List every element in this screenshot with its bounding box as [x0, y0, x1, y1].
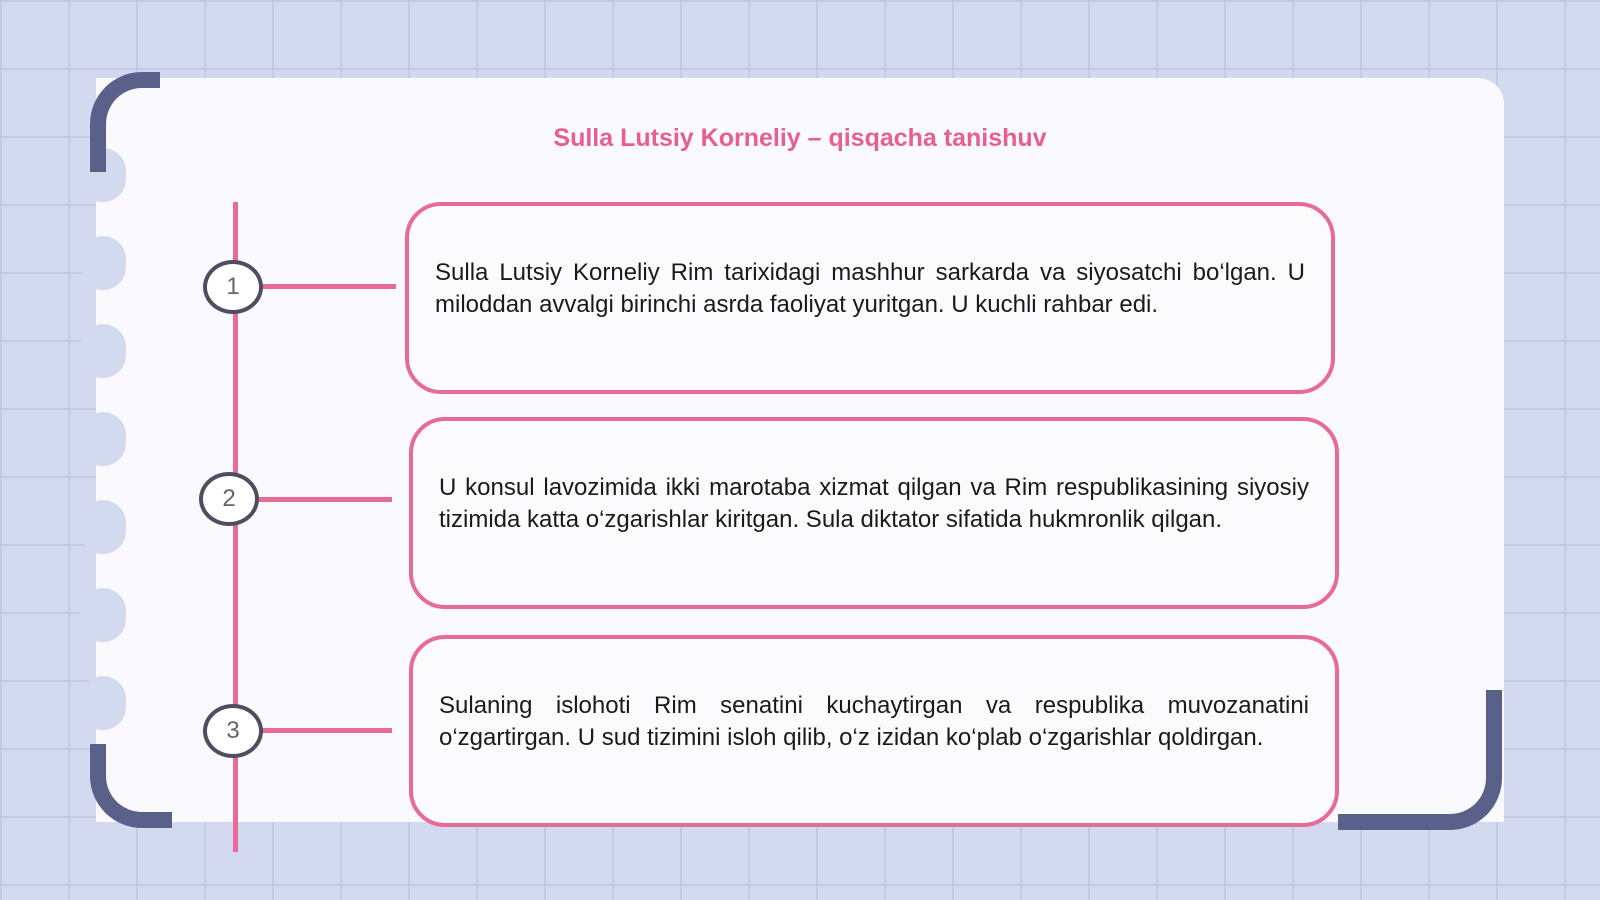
- page-notch: [80, 324, 126, 378]
- step-marker-3: 3: [203, 704, 263, 758]
- step-text-3: Sulaning islohoti Rim senatini kuchaytirgan va respublika muvozanatini o‘zgartirgan. U sud tizimini isloh qilib, o‘z izidan ko‘plab o‘zgarishlar qoldirgan.: [439, 692, 1309, 751]
- step-card-1: [405, 202, 1335, 394]
- step-marker-1: 1: [203, 260, 263, 314]
- page-notch: [80, 412, 126, 466]
- step-text-1: Sulla Lutsiy Korneliy Rim tarixidagi mashhur sarkarda va siyosatchi bo‘lgan. U miloddan avvalgi birinchi asrda faoliyat yuritgan. U kuchli rahbar edi.: [435, 259, 1305, 318]
- page-notch: [80, 236, 126, 290]
- step-card-3: [409, 635, 1339, 827]
- timeline-connector: [262, 728, 392, 733]
- step-card-2: [409, 417, 1339, 609]
- frame-corner-bottom-right: [1338, 690, 1502, 830]
- timeline-connector: [262, 284, 396, 289]
- page-notch: [80, 500, 126, 554]
- step-text-2: U konsul lavozimida ikki marotaba xizmat qilgan va Rim respublikasining siyosiy tizimida katta o‘zgarishlar kiritgan. Sula diktator sifatida hukmronlik qilgan.: [439, 474, 1309, 533]
- page-notch: [80, 588, 126, 642]
- page-notch: [80, 676, 126, 730]
- step-marker-2: 2: [199, 472, 259, 526]
- timeline-connector: [258, 497, 392, 502]
- page-title: Sulla Lutsiy Korneliy – qisqacha tanishuv: [553, 124, 1047, 152]
